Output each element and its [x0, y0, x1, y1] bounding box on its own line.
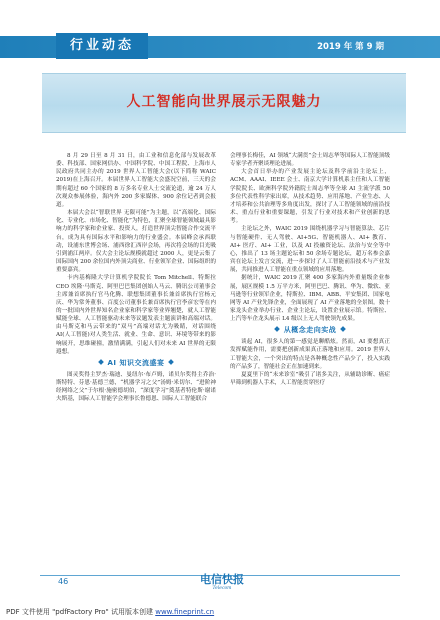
- pdf-watermark-bar: [0, 604, 440, 620]
- section-heading-text: AI 知识交流盛宴: [107, 358, 165, 367]
- paragraph: 谈起 AI，很多人的第一感觉是聊酷炫。然而，AI 要想真正发挥赋能作用，需要把创新成果真正落地和应用。2019 世界人工智能大会，一个突出的特点是各种概念性产品少了，投入实践的产品多了，智能社会正在加速到来。: [230, 339, 390, 370]
- article-banner: [42, 73, 406, 133]
- section-heading: [230, 324, 390, 336]
- article-title: 人工智能向世界展示无限魅力: [126, 94, 322, 110]
- diamond-icon: [169, 359, 175, 365]
- issue-label: 2019 年 第 9 期: [317, 42, 384, 52]
- diamond-icon: [274, 326, 280, 332]
- page-number: 46: [58, 577, 69, 586]
- section-heading: [56, 357, 216, 369]
- paragraph: 图灵奖得主罗杰·瑞迪、曼纽尔·布卢姆，诺贝尔奖得主乔治·斯特特、芬恩·基德兰德，“机器学习之父”汤姆·米切尔、“进阶神经网络之父”于尔根·施密德胡伯，“深度学习”奠基者特伦斯·谢诺夫斯基，国际人工智能学会理事长鲁德恩、国际人工智能联合: [56, 371, 216, 403]
- section-title: 行业动态: [56, 33, 148, 59]
- diamond-icon: [98, 359, 104, 365]
- paragraph: 主论坛之外，WAIC 2019 围绕机器学习与智能算法、芯片与智能硬件、无人驾驶、AI+5G、智能机器人、AI+ 教育、AI+ 医疗、AI+ 工业，以及 AI 投融资论坛、法治与安全等中心，推出了 13 场主题论坛和 50 余场专题论坛，超万名参会嘉宾在论坛上发言交流，进一步探讨了人工智能前沿技术与产业发展，共同推进人工智能在重点领域的应用落地。: [230, 226, 390, 274]
- paragraph: 本届大会以“智联世界 无限可能”为主题，以“高端化、国际化、专业化、市场化、智能化”为特色，汇聚全球智能领域最具影响力的科学家和企业家、投资人，打造世界顶尖智能合作交流平台，成为具有国际水平和影响力的行业盛会。本届峰会承西联动，设浦东世博会场、浦西徐汇西岸会场，再次将会场的目光吸引到浦江两岸。仅大会主论坛规模就超过 2000 人，更是云集了国际国内 200 余位国内外顶尖商业、行业领军企业、国际组织的重要嘉宾。: [56, 210, 216, 274]
- paragraph: 夏夏里下的“未来诊室”吸引了诸多关注，从辅助诊断、癌症早筛到机器人手术，人工智能贯穿医疗: [230, 371, 390, 387]
- diamond-icon: [340, 326, 346, 332]
- left-column: [56, 152, 216, 404]
- logo-subtext: Telecom: [212, 586, 232, 591]
- magazine-logo: [200, 574, 244, 596]
- paragraph: 据统计，WAIC 2019 汇聚 400 多家海内外重量级企业参展，展区规模 1.5 万平方米，阿里巴巴、腾讯、华为、微软、亚马逊等行业领军企业，特斯拉、IBM、ABB、平安集团、国家电网等 AI 产业先锋企业，全面展现了 AI 产业落地的全景图。数十家龙头企业举办行业、企业主论坛，设置企业展示馆。特斯拉、上汽等车企龙头展示 L4 级以上无人驾驶领先成果。: [230, 275, 390, 323]
- paragraph: 8 月 29 日至 8 月 31 日，由工业和信息化部与发展改革委、科技部、国家网信办、中国科学院、中国工程院、上海市人民政府共同主办的 2019 世界人工智能大会(以下简称 WAIC 2019)在上海召开。本届世界人工智能大会盛况空前，三天的会期有超过 60 个国家的 8 万多名专业人士交流论道，逾 24 万人次观众参展体验，海内外 200 多家媒体、900 余位记者到会报道。: [56, 153, 216, 208]
- logo-text: 电信快报: [200, 573, 244, 586]
- pdf-watermark-text: PDF 文件使用 "pdfFactory Pro" 试用版本创建: [6, 608, 156, 616]
- paragraph: 卡内基梅隆大学计算机学院院长 Tom Mitchell、特斯拉 CEO 埃隆·马斯克、阿里巴巴集团创始人马云、腾讯公司董事会主席兼首席执行官马化腾、联想集团董事长兼首席执行官杨元庆、华为常务董事、百度公司董事长兼首席执行官李彦宏等在内的一批国内外世界知名企业家和科学家等业界翘楚，就人工智能赋能全球、人工智能驱动未来等议题发表主题演讲和高端对话。由马斯克和马云带来的“双马”高端对话尤为吸睛，对话围绕 AI(人工智能)对人类生活、就业、生命、意识、环境等带来的影响展开，思维碰撞，激情满满，引起人们对未来 AI 世界的无限遐想。: [56, 275, 216, 355]
- paragraph: 大会首日举办的产业发展主论坛及科学前沿主论坛上，ACM、AAAI、IEEE 会士、南京大学计算机系主任和人工智能学院院长、欧洲科学院外籍院士周志华等全球 AI 主流学派 50 多位代表性科学家出席，从技术趋势、应用落地、产业生态、人才培养和公共治理等多角度出发，探讨了人工智能领域的前沿技术、重点行业和重要课题，引发了行业对技术和产业创新的思考。: [230, 169, 390, 225]
- right-column: [230, 152, 390, 387]
- pdf-watermark-link[interactable]: www.fineprint.cn: [155, 608, 215, 616]
- section-heading-text: 从概念走向实战: [283, 326, 337, 335]
- paragraph: 会理事长梅佳，AI 领域“大满贯”会士周志华等国际人工智能顶级专家学者齐聚谈理论进展。: [230, 153, 390, 168]
